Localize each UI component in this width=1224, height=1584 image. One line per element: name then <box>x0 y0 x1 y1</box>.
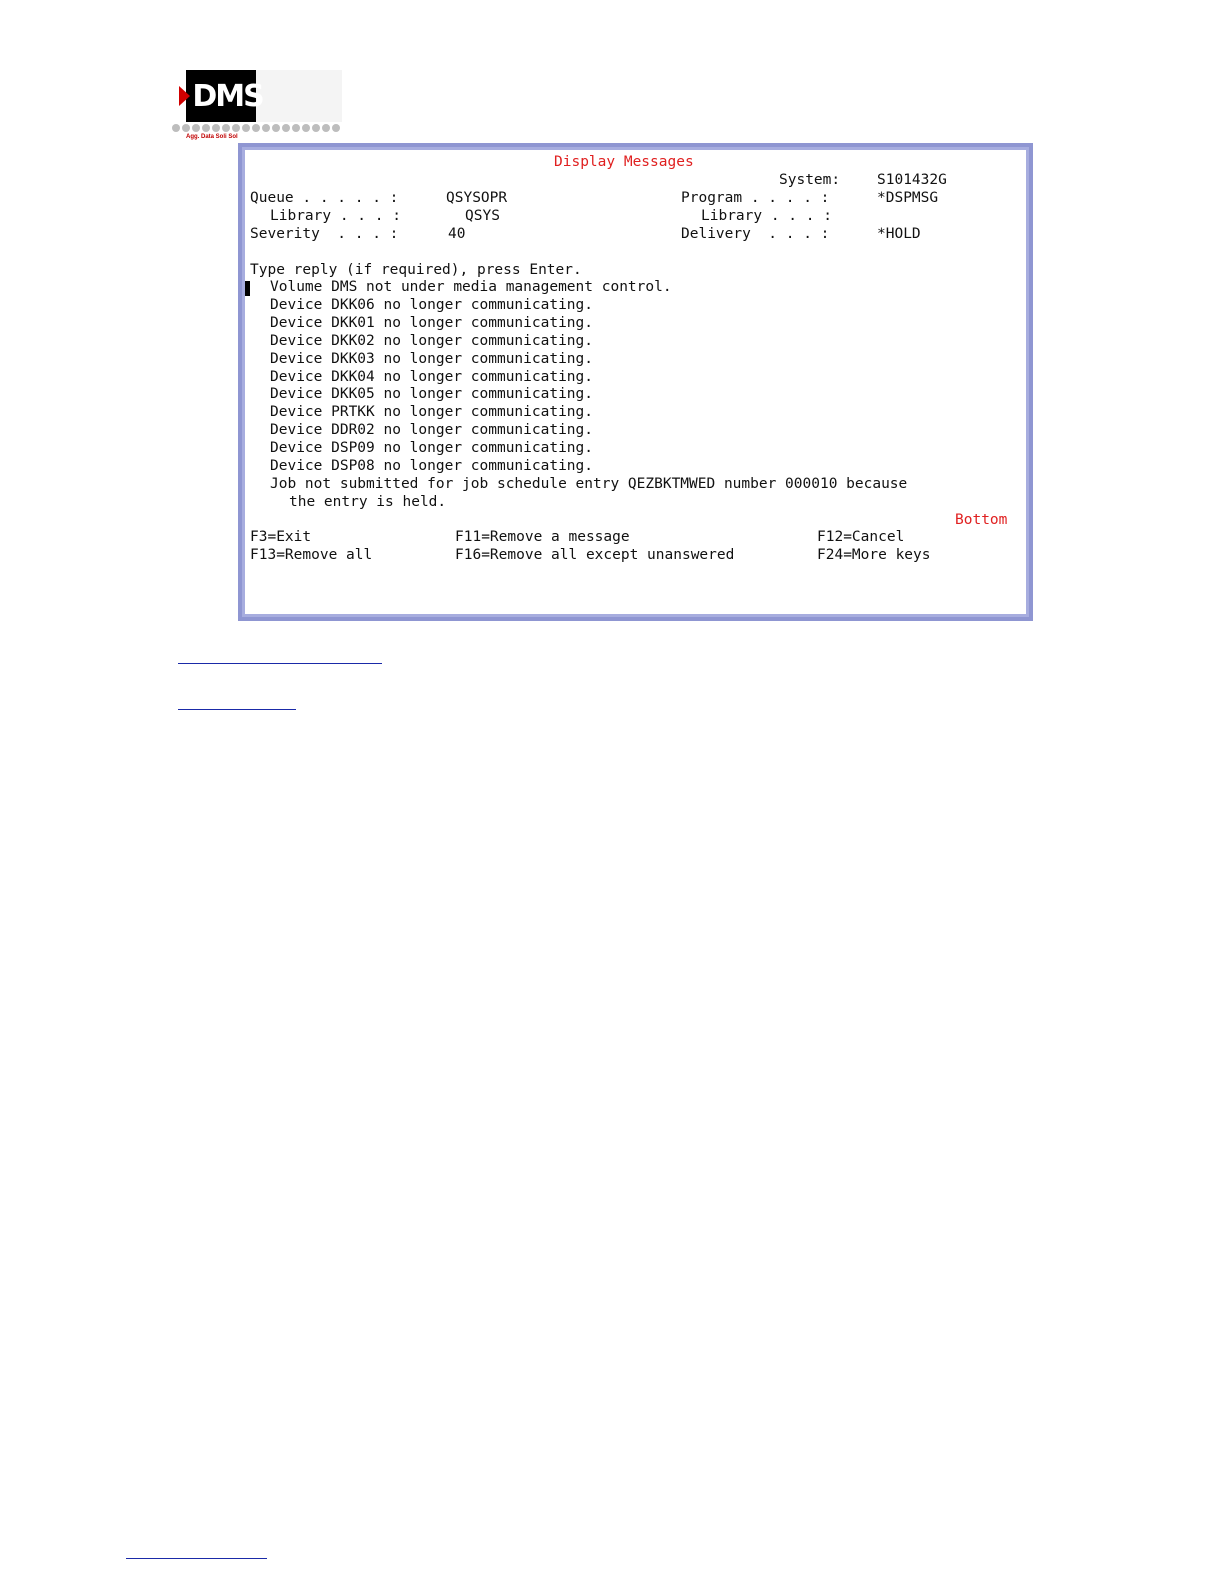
severity-label: Severity . . . : <box>250 226 399 242</box>
logo-dot-row <box>172 124 342 133</box>
system-value: S101432G <box>877 172 947 188</box>
message-line[interactable]: Device DSP08 no longer communicating. <box>270 458 594 474</box>
message-line[interactable]: Device PRTKK no longer communicating. <box>270 404 594 420</box>
message-continuation: the entry is held. <box>289 494 447 510</box>
program-label: Program . . . . : <box>681 190 830 206</box>
system-label: System: <box>779 172 841 188</box>
logo-tagline: Agg. Data Soli Sol <box>186 134 238 140</box>
dms-logo <box>172 70 342 144</box>
message-line[interactable]: Volume DMS not under media management control. <box>270 279 672 295</box>
message-line[interactable]: Device DKK01 no longer communicating. <box>270 315 594 331</box>
hyperlink-underline[interactable] <box>178 709 296 710</box>
instruction-text: Type reply (if required), press Enter. <box>250 262 582 278</box>
delivery-label: Delivery . . . : <box>681 226 830 242</box>
program-value: *DSPMSG <box>877 190 939 206</box>
scroll-indicator: Bottom <box>955 512 1008 528</box>
message-line[interactable]: Device DSP09 no longer communicating. <box>270 440 594 456</box>
message-line[interactable]: Job not submitted for job schedule entry QEZBKTMWED number 000010 because <box>270 476 908 492</box>
message-line[interactable]: Device DKK04 no longer communicating. <box>270 369 594 385</box>
f12-key[interactable]: F12=Cancel <box>817 529 905 545</box>
f3-key[interactable]: F3=Exit <box>250 529 312 545</box>
play-triangle-icon <box>179 86 190 106</box>
message-line[interactable]: Device DKK02 no longer communicating. <box>270 333 594 349</box>
message-line[interactable]: Device DKK06 no longer communicating. <box>270 297 594 313</box>
message-line[interactable]: Device DKK03 no longer communicating. <box>270 351 594 367</box>
f11-key[interactable]: F11=Remove a message <box>455 529 630 545</box>
program-library-label: Library . . . : <box>701 208 832 224</box>
text-cursor <box>245 281 250 296</box>
logo-shade <box>256 70 342 122</box>
queue-library-value: QSYS <box>465 208 500 224</box>
queue-label: Queue . . . . . : <box>250 190 399 206</box>
message-line[interactable]: Device DKK05 no longer communicating. <box>270 386 594 402</box>
logo-box <box>186 70 263 122</box>
delivery-value: *HOLD <box>877 226 921 242</box>
severity-value: 40 <box>448 226 466 242</box>
f16-key[interactable]: F16=Remove all except unanswered <box>455 547 735 563</box>
hyperlink-underline[interactable] <box>126 1558 267 1559</box>
hyperlink-underline[interactable] <box>178 663 382 664</box>
f24-key[interactable]: F24=More keys <box>817 547 931 563</box>
terminal-window <box>238 143 1033 621</box>
message-line[interactable]: Device DDR02 no longer communicating. <box>270 422 594 438</box>
screen-title: Display Messages <box>554 154 694 170</box>
queue-library-label: Library . . . : <box>270 208 401 224</box>
logo-text: DMS <box>192 78 263 114</box>
queue-value: QSYSOPR <box>446 190 508 206</box>
terminal-screen[interactable] <box>245 150 1026 614</box>
f13-key[interactable]: F13=Remove all <box>250 547 373 563</box>
